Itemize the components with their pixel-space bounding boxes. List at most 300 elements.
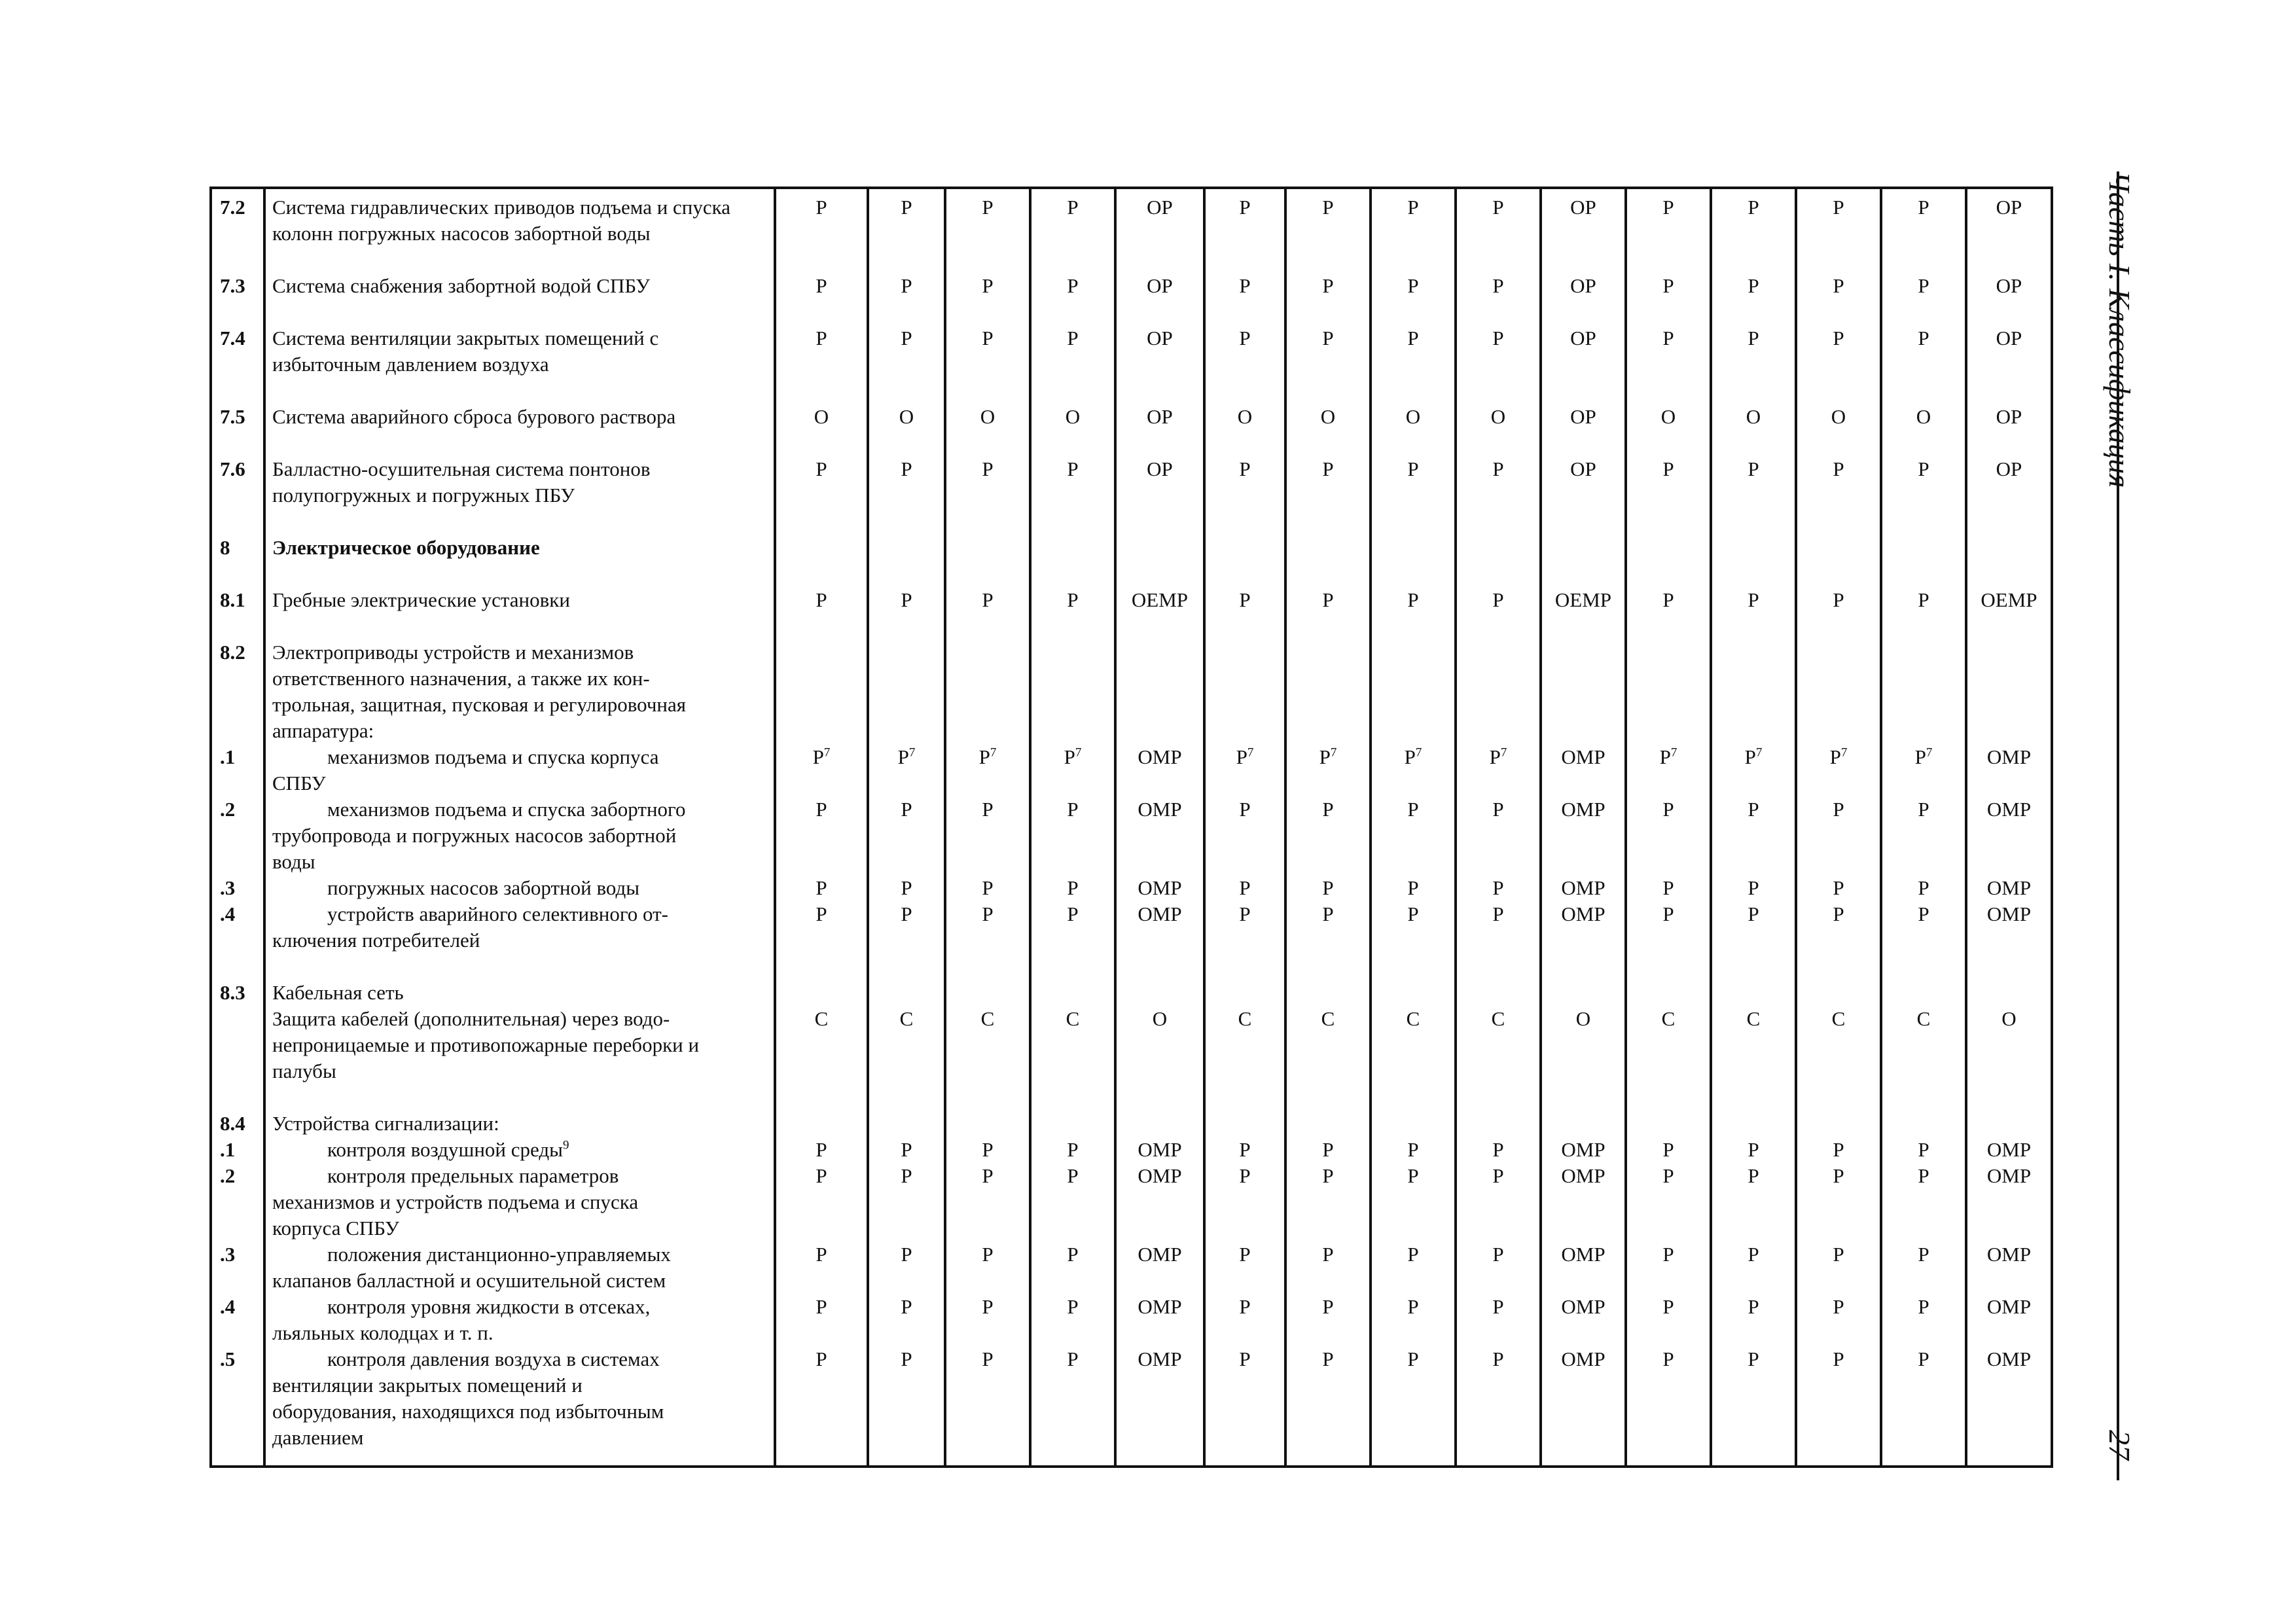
code-value: OMP <box>1561 1347 1605 1370</box>
code-cell <box>1030 508 1115 561</box>
code-value: P <box>1489 745 1501 768</box>
code-cell <box>1966 299 2052 378</box>
code-cell <box>775 613 868 744</box>
code-value: P <box>1662 588 1674 611</box>
row-number: .4 <box>211 901 264 954</box>
code-value: P <box>982 327 994 349</box>
code-cell <box>1626 744 1711 796</box>
code-cell <box>775 1084 868 1137</box>
row-number: .1 <box>211 1137 264 1163</box>
code-value: P <box>982 196 994 219</box>
description-line <box>272 1189 766 1215</box>
code-cell <box>1456 1163 1541 1241</box>
code-value: O <box>1575 1007 1591 1030</box>
code-cell <box>1456 430 1541 508</box>
code-cell <box>775 247 868 299</box>
code-cell <box>775 1294 868 1346</box>
row-number: 7.4 <box>211 299 264 378</box>
code-value: P <box>982 798 994 821</box>
code-value: P <box>1319 745 1331 768</box>
table-row <box>211 613 2052 744</box>
code-value: P <box>1067 1243 1079 1266</box>
code-cell <box>1456 796 1541 875</box>
code-value: OEMP <box>1554 588 1612 611</box>
code-cell <box>1371 561 1456 613</box>
code-cell <box>868 1294 945 1346</box>
code-value: P <box>1492 1164 1504 1187</box>
code-cell <box>1204 1006 1285 1084</box>
code-value: P <box>1239 327 1251 349</box>
code-cell <box>775 796 868 875</box>
code-cell <box>775 378 868 430</box>
code-cell <box>1881 1137 1966 1163</box>
code-value: P <box>1662 902 1674 925</box>
code-cell <box>868 875 945 901</box>
description-text: устройств аварийного селективного от- <box>327 902 668 925</box>
code-cell <box>1966 1163 2052 1241</box>
code-cell <box>1881 378 1966 430</box>
code-value: P <box>1748 588 1759 611</box>
description-line <box>272 1320 766 1346</box>
code-cell <box>775 875 868 901</box>
code-cell <box>1371 1294 1456 1346</box>
code-cell <box>1796 299 1881 378</box>
code-cell <box>868 299 945 378</box>
code-value: P <box>1748 327 1759 349</box>
code-cell <box>1796 508 1881 561</box>
description-text: СПБУ <box>272 772 326 794</box>
row-number: .4 <box>211 1294 264 1346</box>
code-cell <box>1371 1137 1456 1163</box>
code-value: P <box>812 745 824 768</box>
code-cell <box>1371 613 1456 744</box>
description-line <box>272 587 766 613</box>
code-value: C <box>1661 1007 1676 1030</box>
description-text: Система аварийного сброса бурового раствора <box>272 405 676 428</box>
code-value: P <box>1492 588 1504 611</box>
code-value: P <box>1067 1347 1079 1370</box>
description-text: ключения потребителей <box>272 929 480 952</box>
code-cell <box>1796 1346 1881 1467</box>
row-description <box>264 744 775 796</box>
description-text: ответственного назначения, а также их кон- <box>272 667 650 690</box>
code-value: C <box>1406 1007 1420 1030</box>
code-cell <box>1371 901 1456 954</box>
code-cell <box>945 1006 1030 1084</box>
code-cell <box>1371 744 1456 796</box>
code-cell <box>1711 744 1796 796</box>
code-value: P <box>1748 1138 1759 1161</box>
code-cell <box>1030 796 1115 875</box>
code-value: P <box>1407 1295 1419 1318</box>
code-value: C <box>1491 1007 1505 1030</box>
code-cell <box>1541 1006 1626 1084</box>
code-cell <box>1711 1241 1796 1294</box>
code-value: P <box>1236 745 1247 768</box>
code-cell <box>1371 796 1456 875</box>
code-value: P <box>1662 327 1674 349</box>
code-value: P <box>1748 876 1759 899</box>
code-value: P <box>1322 798 1334 821</box>
description-line <box>272 744 766 770</box>
code-cell <box>1285 1084 1371 1137</box>
code-value: P <box>1833 902 1844 925</box>
code-value: P <box>1748 798 1759 821</box>
description-line <box>272 1241 766 1268</box>
row-description <box>264 430 775 508</box>
footnote-mark: 7 <box>1840 745 1848 760</box>
row-description <box>264 1084 775 1137</box>
code-cell <box>1285 188 1371 247</box>
code-cell <box>1456 561 1541 613</box>
code-cell <box>1881 1163 1966 1241</box>
code-value: OMP <box>1561 902 1605 925</box>
row-description <box>264 1006 775 1084</box>
code-value: OMP <box>1561 876 1605 899</box>
code-value: P <box>1833 274 1844 297</box>
table-row <box>211 796 2052 875</box>
code-value: P <box>901 588 912 611</box>
table-row <box>211 954 2052 1006</box>
row-description <box>264 901 775 954</box>
code-cell <box>1456 875 1541 901</box>
code-cell <box>775 1006 868 1084</box>
code-value: P <box>1918 876 1929 899</box>
footnote-mark: 7 <box>1415 745 1422 760</box>
code-cell <box>1115 1163 1204 1241</box>
code-cell <box>1541 188 1626 247</box>
code-value: P <box>1322 1138 1334 1161</box>
code-value: P <box>1833 588 1844 611</box>
code-cell <box>1285 744 1371 796</box>
code-cell <box>1030 1346 1115 1467</box>
code-cell <box>868 430 945 508</box>
code-cell <box>1285 1294 1371 1346</box>
code-value: P <box>1492 457 1504 480</box>
code-value: OMP <box>1561 1243 1605 1266</box>
code-value: OMP <box>1986 1164 2032 1187</box>
code-value: P <box>1918 274 1929 297</box>
code-cell <box>945 901 1030 954</box>
code-cell <box>1966 875 2052 901</box>
row-number: 7.2 <box>211 188 264 247</box>
code-value: P <box>1833 1347 1844 1370</box>
code-cell <box>945 1346 1030 1467</box>
code-cell <box>1881 1084 1966 1137</box>
code-cell <box>1626 561 1711 613</box>
code-cell <box>775 901 868 954</box>
code-cell <box>1030 901 1115 954</box>
code-value: P <box>1239 1138 1251 1161</box>
table-row <box>211 1346 2052 1467</box>
code-cell <box>868 744 945 796</box>
code-value: OP <box>1996 457 2022 480</box>
code-cell <box>868 378 945 430</box>
code-cell <box>1541 378 1626 430</box>
code-cell <box>868 1006 945 1084</box>
code-value: OP <box>1147 196 1173 219</box>
code-value: P <box>816 1164 827 1187</box>
code-value: P <box>1918 457 1929 480</box>
code-value: OMP <box>1138 745 1182 768</box>
description-text: механизмов и устройств подъема и спуска <box>272 1190 639 1213</box>
code-value: P <box>1662 1164 1674 1187</box>
code-cell <box>1541 796 1626 875</box>
code-value: P <box>1492 196 1504 219</box>
code-value: P <box>901 798 912 821</box>
code-value: P <box>1492 274 1504 297</box>
row-number: 7.3 <box>211 247 264 299</box>
code-cell <box>945 1137 1030 1163</box>
code-cell <box>945 561 1030 613</box>
row-number: .1 <box>211 744 264 796</box>
code-cell <box>868 1137 945 1163</box>
code-cell <box>1371 1006 1456 1084</box>
code-cell <box>1966 1006 2052 1084</box>
code-cell <box>1115 299 1204 378</box>
table-row <box>211 1294 2052 1346</box>
code-cell <box>1030 1084 1115 1137</box>
code-cell <box>1204 299 1285 378</box>
code-cell <box>1204 247 1285 299</box>
code-value: P <box>897 745 909 768</box>
description-line <box>272 1346 766 1372</box>
row-description <box>264 188 775 247</box>
description-text: корпуса СПБУ <box>272 1217 399 1240</box>
code-cell <box>1881 508 1966 561</box>
code-value: O <box>899 405 914 428</box>
code-cell <box>1204 901 1285 954</box>
code-cell <box>1796 954 1881 1006</box>
code-value: P <box>1492 327 1504 349</box>
code-value: P <box>1322 1347 1334 1370</box>
code-cell <box>775 1346 868 1467</box>
description-line <box>272 456 766 482</box>
code-cell <box>1796 561 1881 613</box>
row-number: 8.1 <box>211 561 264 613</box>
description-text: воды <box>272 850 315 873</box>
footnote-mark: 7 <box>1247 745 1254 760</box>
row-number: 7.5 <box>211 378 264 430</box>
description-text: Кабельная сеть <box>272 981 404 1004</box>
row-description <box>264 299 775 378</box>
code-cell <box>1966 744 2052 796</box>
code-cell <box>1204 1241 1285 1294</box>
description-line <box>272 639 766 666</box>
code-cell <box>1030 378 1115 430</box>
code-cell <box>1030 299 1115 378</box>
code-value: OMP <box>1561 745 1605 768</box>
code-cell <box>1456 247 1541 299</box>
code-cell <box>868 1241 945 1294</box>
code-value: P <box>1407 876 1419 899</box>
code-value: P <box>1067 457 1079 480</box>
table-row <box>211 901 2052 954</box>
code-value: P <box>1407 902 1419 925</box>
code-value: P <box>901 1295 912 1318</box>
code-value: OP <box>1147 274 1173 297</box>
code-cell <box>1796 378 1881 430</box>
code-value: P <box>901 1164 912 1187</box>
code-value: OMP <box>1138 1295 1182 1318</box>
code-value: OP <box>1147 405 1173 428</box>
code-value: O <box>1660 405 1676 428</box>
row-description <box>264 1241 775 1294</box>
row-description <box>264 378 775 430</box>
code-value: P <box>1404 745 1416 768</box>
code-cell <box>1204 1084 1285 1137</box>
code-cell <box>945 247 1030 299</box>
code-cell <box>1966 378 2052 430</box>
description-line <box>272 1294 766 1320</box>
description-text: контроля уровня жидкости в отсеках, <box>327 1295 651 1318</box>
code-value: P <box>1662 274 1674 297</box>
code-cell <box>1456 508 1541 561</box>
code-cell <box>1115 430 1204 508</box>
code-value: P <box>1748 1164 1759 1187</box>
code-cell <box>1711 247 1796 299</box>
table-row <box>211 1084 2052 1137</box>
code-value: OMP <box>1138 798 1182 821</box>
table-row <box>211 299 2052 378</box>
code-value: P <box>1322 588 1334 611</box>
code-value: P <box>1322 1295 1334 1318</box>
code-cell <box>1626 1346 1711 1467</box>
code-cell <box>1881 561 1966 613</box>
description-text: колонн погружных насосов забортной воды <box>272 222 651 245</box>
code-cell <box>1285 875 1371 901</box>
description-line <box>272 1006 766 1032</box>
code-value: P <box>1492 798 1504 821</box>
code-cell <box>1711 1084 1796 1137</box>
description-line <box>272 1111 766 1137</box>
code-value: P <box>1322 876 1334 899</box>
row-description <box>264 1137 775 1163</box>
code-cell <box>1115 613 1204 744</box>
code-cell <box>1115 378 1204 430</box>
code-value: P <box>1833 1243 1844 1266</box>
code-cell <box>1456 1241 1541 1294</box>
row-number: 8 <box>211 508 264 561</box>
code-value: P <box>1322 196 1334 219</box>
code-cell <box>1796 1294 1881 1346</box>
code-cell <box>1285 613 1371 744</box>
code-value: P <box>1067 274 1079 297</box>
code-cell <box>1711 188 1796 247</box>
code-cell <box>1115 1084 1204 1137</box>
code-value: P <box>982 1347 994 1370</box>
code-cell <box>1030 1137 1115 1163</box>
code-value: P <box>1833 1295 1844 1318</box>
code-value: P <box>1748 457 1759 480</box>
table-row <box>211 1006 2052 1084</box>
code-value: O <box>1746 405 1761 428</box>
code-cell <box>1626 1294 1711 1346</box>
code-cell <box>775 744 868 796</box>
code-value: P <box>1239 1295 1251 1318</box>
code-cell <box>1966 188 2052 247</box>
description-text: механизмов подъема и спуска корпуса <box>327 745 659 768</box>
code-cell <box>1541 1084 1626 1137</box>
code-cell <box>1796 796 1881 875</box>
code-cell <box>868 954 945 1006</box>
code-cell <box>1881 954 1966 1006</box>
code-cell <box>1881 1294 1966 1346</box>
code-cell <box>1541 561 1626 613</box>
code-value: P <box>1492 1243 1504 1266</box>
code-cell <box>1371 299 1456 378</box>
description-line <box>272 535 766 561</box>
code-cell <box>1541 1294 1626 1346</box>
description-text: контроля давления воздуха в системах <box>327 1347 660 1370</box>
table-row <box>211 430 2052 508</box>
code-value: O <box>1490 405 1506 428</box>
code-cell <box>945 378 1030 430</box>
table-row <box>211 378 2052 430</box>
code-cell <box>945 796 1030 875</box>
code-value: P <box>1067 798 1079 821</box>
code-cell <box>1711 613 1796 744</box>
code-value: P <box>1748 1347 1759 1370</box>
description-line <box>272 325 766 351</box>
code-value: P <box>816 274 827 297</box>
code-value: C <box>980 1007 995 1030</box>
code-cell <box>1796 1137 1881 1163</box>
code-value: P <box>978 745 990 768</box>
code-value: C <box>1916 1007 1931 1030</box>
code-value: C <box>1746 1007 1761 1030</box>
code-value: P <box>1067 327 1079 349</box>
code-value: P <box>982 1243 994 1266</box>
code-cell <box>1456 1137 1541 1163</box>
code-cell <box>775 1137 868 1163</box>
code-cell <box>1030 430 1115 508</box>
code-value: OMP <box>1561 1295 1605 1318</box>
code-value: P <box>901 902 912 925</box>
code-cell <box>1881 744 1966 796</box>
code-value: P <box>1833 1138 1844 1161</box>
description-line <box>272 927 766 954</box>
code-value: P <box>982 1295 994 1318</box>
code-cell <box>1796 247 1881 299</box>
code-cell <box>1204 954 1285 1006</box>
code-cell <box>1030 561 1115 613</box>
code-value: OMP <box>1986 1138 2032 1161</box>
description-line <box>272 351 766 378</box>
description-text: контроля предельных параметров <box>327 1164 619 1187</box>
code-cell <box>1115 1346 1204 1467</box>
code-cell <box>1881 1241 1966 1294</box>
code-cell <box>1204 1137 1285 1163</box>
code-cell <box>1541 247 1626 299</box>
code-cell <box>1030 1241 1115 1294</box>
table-row <box>211 875 2052 901</box>
code-value: C <box>1066 1007 1080 1030</box>
code-cell <box>1626 613 1711 744</box>
code-value: OMP <box>1986 1243 2032 1266</box>
code-value: P <box>1067 1295 1079 1318</box>
code-value: P <box>1322 1164 1334 1187</box>
code-cell <box>945 188 1030 247</box>
description-line <box>272 1163 766 1189</box>
description-text: Система гидравлических приводов подъема и спуска <box>272 196 730 219</box>
code-value: O <box>1065 405 1081 428</box>
row-description <box>264 1346 775 1467</box>
code-value: P <box>901 1347 912 1370</box>
code-cell <box>1285 247 1371 299</box>
code-value: P <box>1748 1243 1759 1266</box>
code-cell <box>775 561 868 613</box>
